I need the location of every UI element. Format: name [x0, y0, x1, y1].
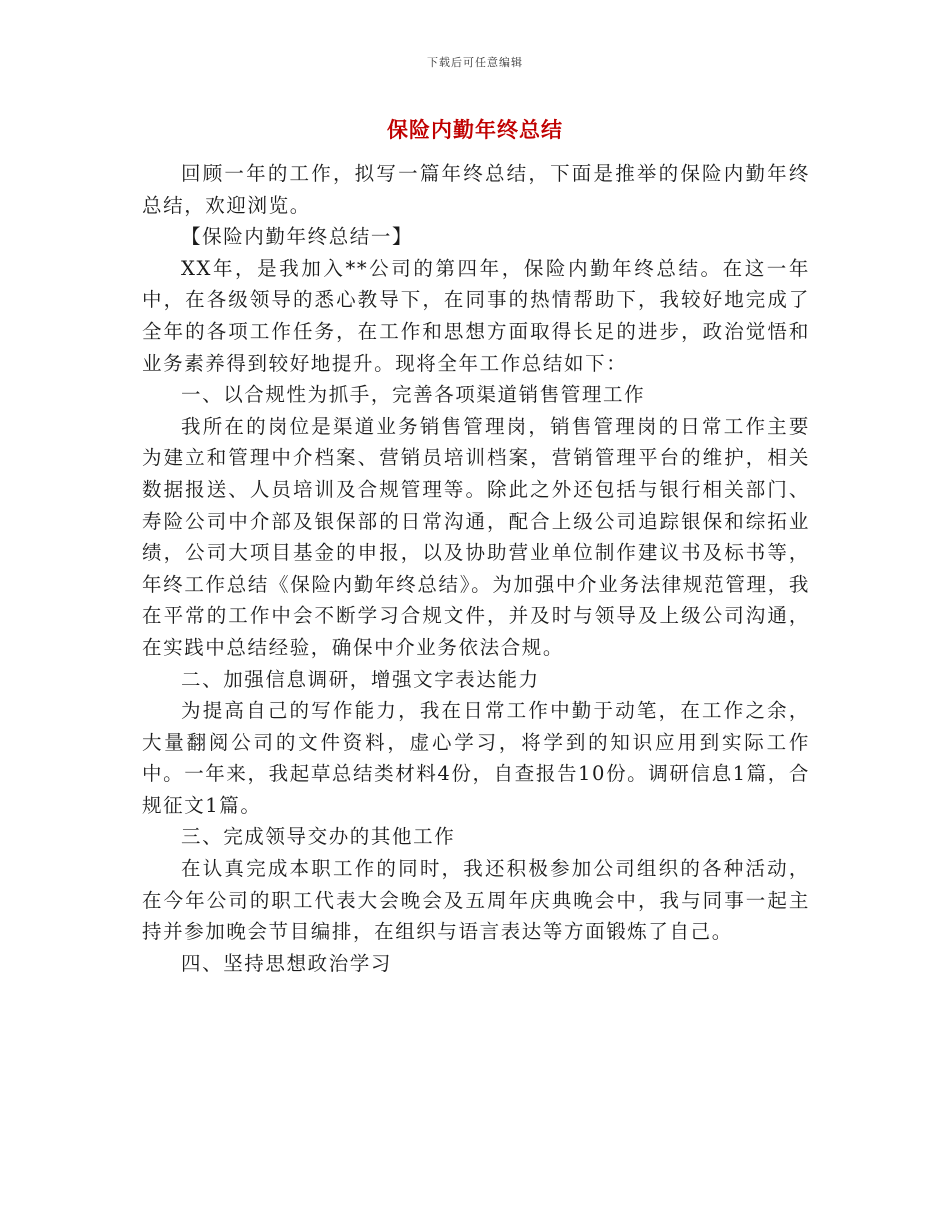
body-paragraph: 为提高自己的写作能力，我在日常工作中勤于动笔，在工作之余，大量翻阅公司的文件资料，虚心学习，将学到的知识应用到实际工作中。一年来，我起草总结类材料4份，自查报告10份。调研信息1篇，合规征文1篇。 [142, 699, 810, 817]
section-heading: 一、以合规性为抓手，完善各项渠道销售管理工作 [181, 383, 646, 407]
section-heading: 三、完成领导交办的其他工作 [181, 825, 456, 849]
body-paragraph: 在认真完成本职工作的同时，我还积极参加公司组织的各种活动，在今年公司的职工代表大会晚会及五周年庆典晚会中，我与同事一起主持并参加晚会节目编排，在组织与语言表达等方面锻炼了自己。 [142, 857, 810, 944]
document-title: 保险内勤年终总结 [387, 117, 563, 142]
body-paragraph: XX年，是我加入**公司的第四年，保险内勤年终总结。在这一年中，在各级领导的悉心教导下，在同事的热情帮助下，我较好地完成了全年的各项工作任务，在工作和思想方面取得长足的进步，政治觉悟和业务素养得到较好地提升。现将全年工作总结如下： [142, 256, 810, 375]
header-note: 下载后可任意编辑 [427, 56, 523, 69]
intro-paragraph: 回顾一年的工作，拟写一篇年终总结，下面是推举的保险内勤年终总结，欢迎浏览。 [142, 162, 810, 217]
section-heading: 二、加强信息调研，增强文字表达能力 [181, 667, 540, 691]
section-label: 【保险内勤年终总结一】 [181, 225, 414, 249]
body-paragraph: 我所在的岗位是渠道业务销售管理岗，销售管理岗的日常工作主要为建立和管理中介档案、营销员培训档案，营销管理平台的维护，相关数据报送、人员培训及合规管理等。除此之外还包括与银行相关部门、寿险公司中介部及银保部的日常沟通，配合上级公司追踪银保和综拓业绩，公司大项目基金的申报，以及协助营业单位制作建议书及标书等，年终工作总结《保险内勤年终总结》。为加强中介业务法律规范管理，我在平常的工作中会不断学习合规文件，并及时与领导及上级公司沟通，在实践中总结经验，确保中介业务依法合规。 [142, 414, 810, 659]
section-heading: 四、坚持思想政治学习 [181, 951, 393, 975]
document-body [142, 158, 810, 979]
